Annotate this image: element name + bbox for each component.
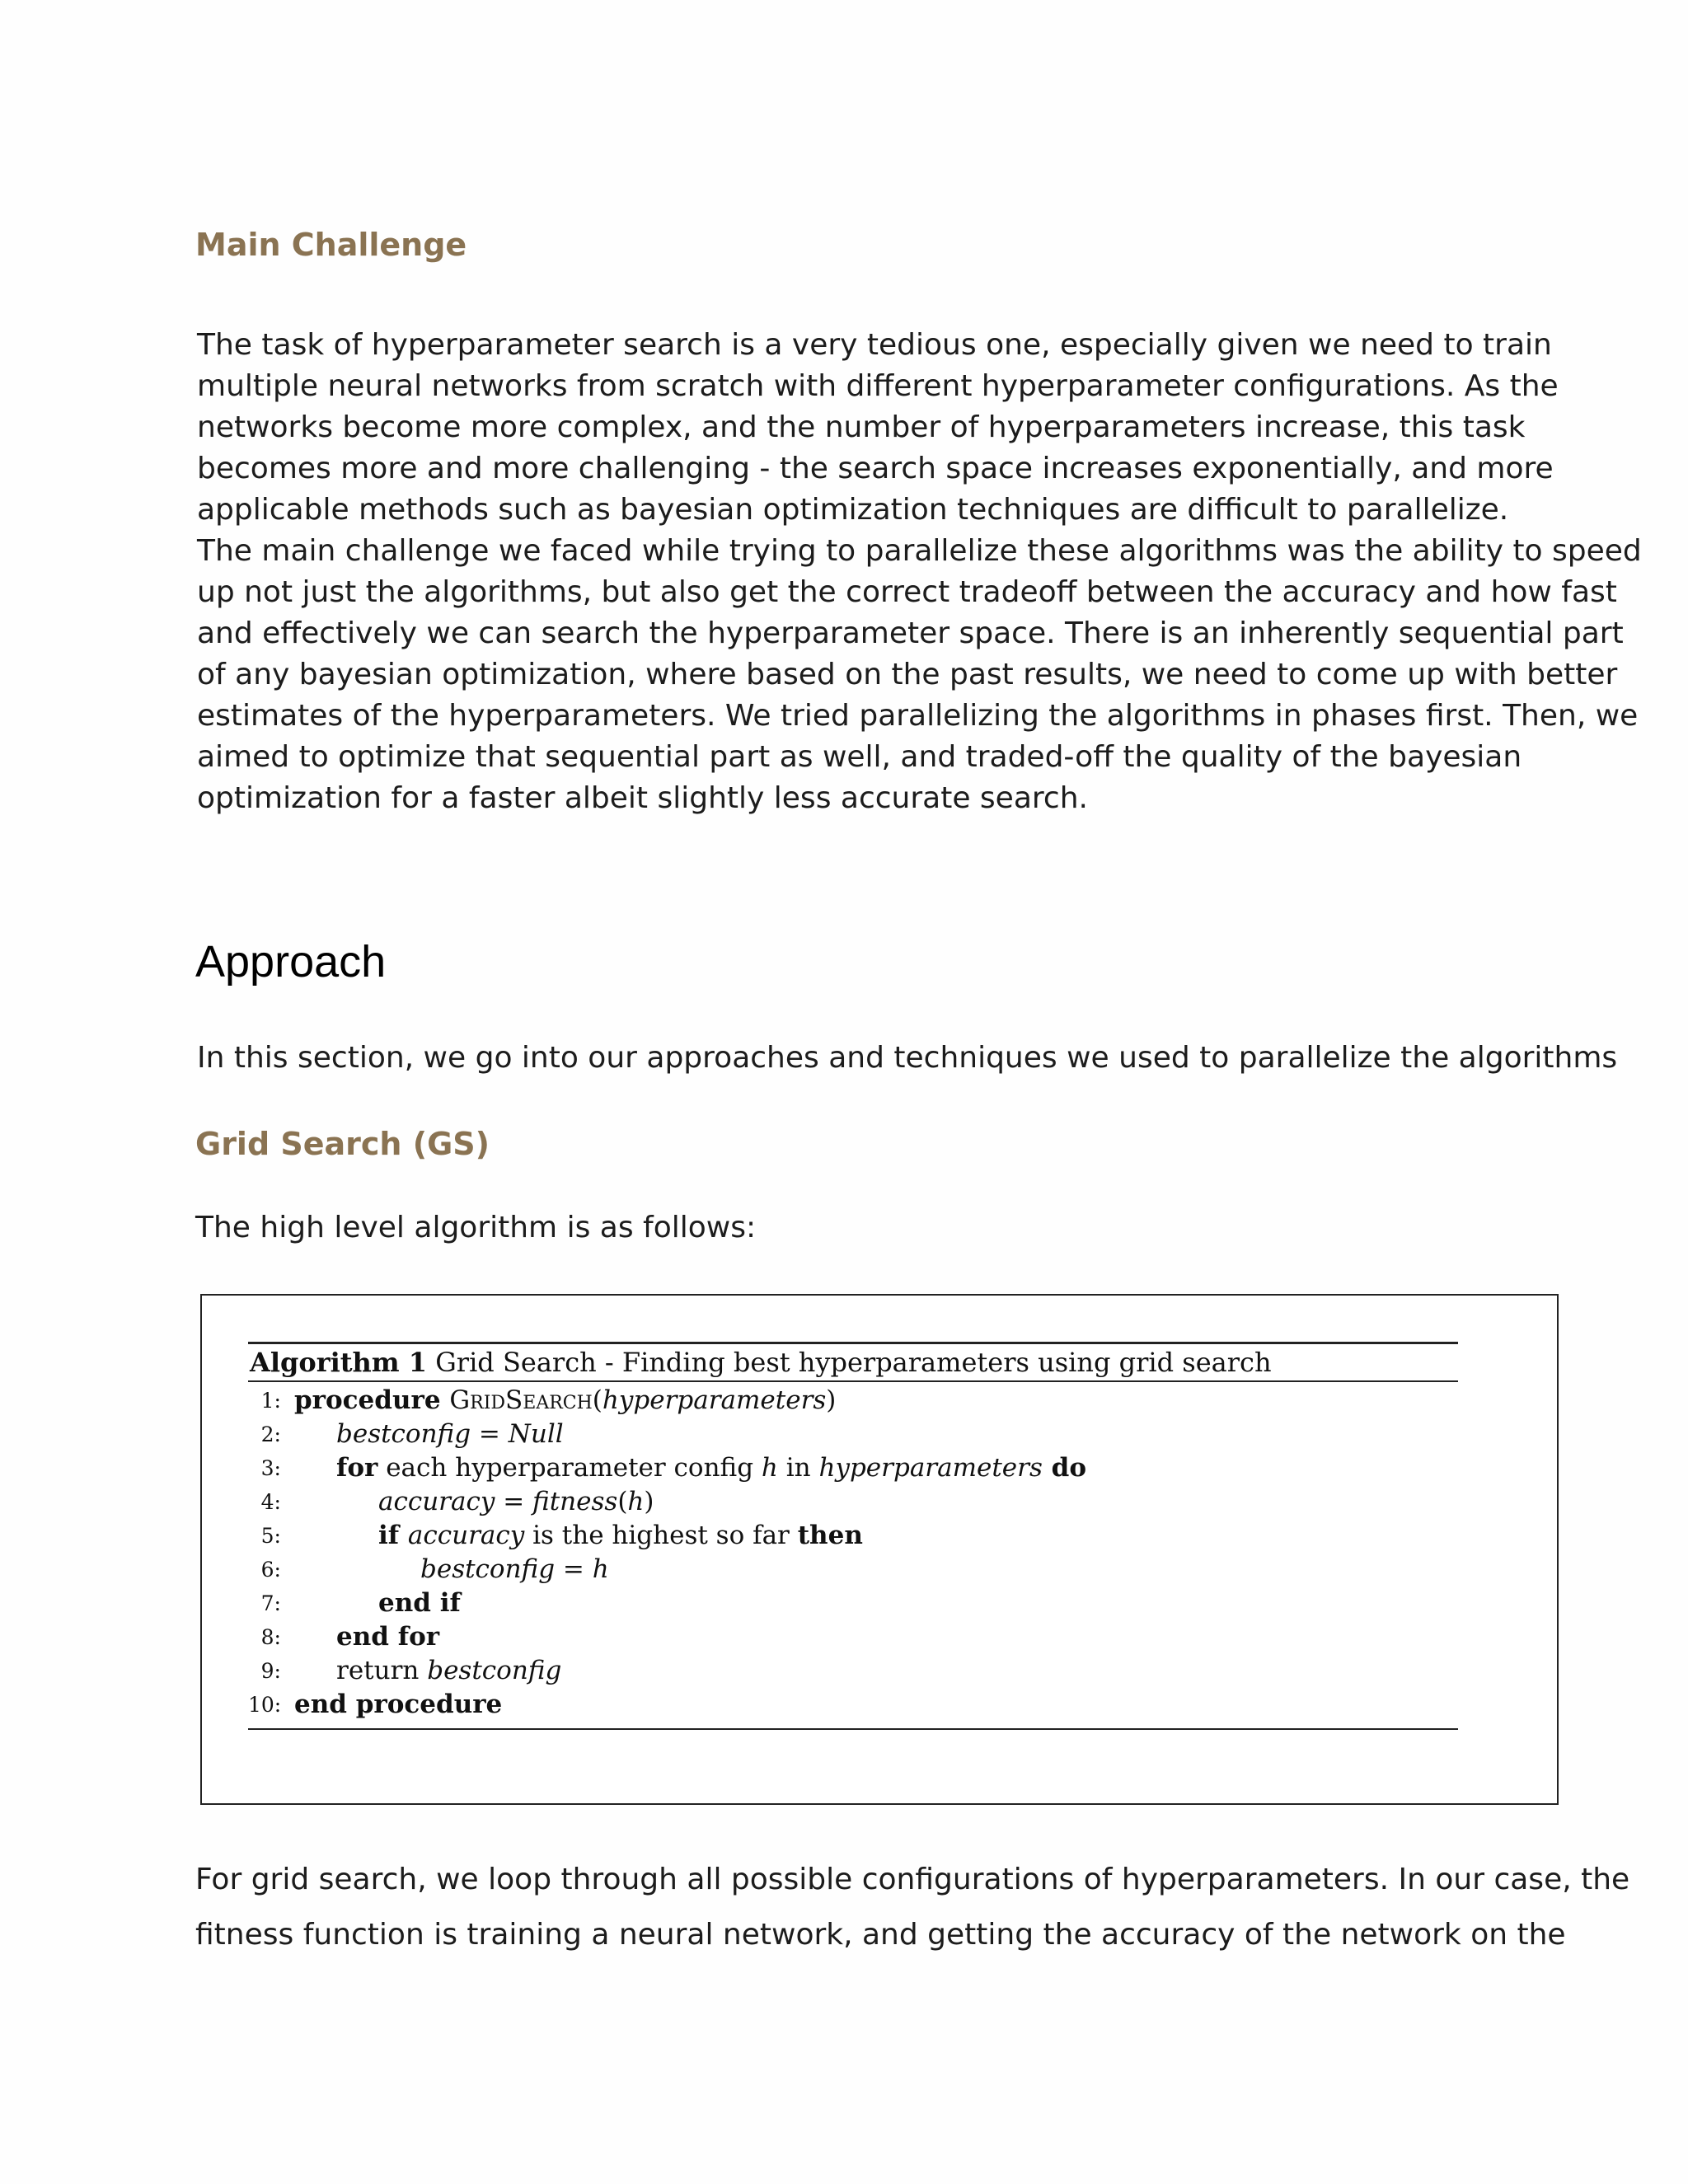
code-token: procedure xyxy=(294,1385,450,1415)
line-number: 5: xyxy=(260,1524,281,1548)
code-token: fitness xyxy=(532,1487,618,1516)
code-token: is the highest so far xyxy=(524,1521,798,1550)
paragraph-line: of any bayesian optimization, where based on the past results, we need to come up with better xyxy=(197,658,1618,691)
code-token: = xyxy=(495,1487,533,1516)
paragraph-line: becomes more and more challenging - the search space increases exponentially, and more xyxy=(197,452,1554,485)
algorithm-line xyxy=(248,1688,1458,1722)
code-token: end procedure xyxy=(294,1690,503,1719)
code-token: bestconfig xyxy=(427,1656,562,1685)
algorithm-label: Algorithm 1 xyxy=(250,1347,428,1378)
paragraph-line: estimates of the hyperparameters. We tried parallelizing the algorithms in phases first. Then, we xyxy=(197,699,1639,733)
paragraph-line: multiple neural networks from scratch with different hyperparameter configurations. As the xyxy=(197,369,1559,403)
paragraph-line: fitness function is training a neural network, and getting the accuracy of the network on the xyxy=(195,1918,1566,1952)
line-code xyxy=(294,1688,502,1722)
algorithm-line xyxy=(248,1654,1458,1688)
main-challenge-heading: Main Challenge xyxy=(195,227,467,263)
paragraph-line: The task of hyperparameter search is a very tedious one, especially given we need to train xyxy=(197,328,1552,362)
algorithm-lines xyxy=(248,1382,1458,1722)
algorithm-caption: Grid Search - Finding best hyperparameters using grid search xyxy=(435,1347,1272,1378)
line-code xyxy=(336,1451,1086,1485)
grid-search-heading: Grid Search (GS) xyxy=(195,1126,490,1162)
algorithm-figure xyxy=(200,1294,1559,1805)
paragraph-line: networks become more complex, and the number of hyperparameters increase, this task xyxy=(197,410,1526,444)
code-token: end for xyxy=(336,1622,440,1652)
paragraph-line: The main challenge we faced while trying to parallelize these algorithms was the ability to speed xyxy=(197,534,1642,568)
algorithm-line xyxy=(248,1620,1458,1654)
code-token: h xyxy=(761,1453,778,1483)
line-code xyxy=(378,1519,863,1553)
code-token: bestconfig xyxy=(420,1554,556,1584)
line-code xyxy=(378,1586,461,1620)
line-number: 7: xyxy=(260,1591,281,1615)
code-token: end if xyxy=(378,1588,461,1618)
main-challenge-paragraph xyxy=(197,325,1642,819)
paragraph-line: optimization for a faster albeit slightly less accurate search. xyxy=(197,781,1088,815)
code-token: bestconfig xyxy=(336,1419,471,1449)
line-number: 8: xyxy=(260,1625,281,1649)
line-code xyxy=(336,1620,439,1654)
code-token: h xyxy=(627,1487,645,1516)
line-code xyxy=(378,1485,654,1519)
code-token: each hyperparameter config xyxy=(377,1453,762,1483)
line-number: 3: xyxy=(260,1456,281,1480)
code-token: ) xyxy=(644,1487,654,1516)
code-token: = xyxy=(471,1419,509,1449)
code-token: return xyxy=(336,1656,428,1685)
code-token: GridSearch xyxy=(449,1385,593,1415)
code-token: in xyxy=(777,1453,819,1483)
grid-search-intro: The high level algorithm is as follows: xyxy=(195,1211,757,1244)
line-number: 4: xyxy=(260,1490,281,1514)
algorithm-line xyxy=(248,1553,1458,1586)
approach-heading: Approach xyxy=(195,937,387,987)
line-code xyxy=(336,1654,561,1688)
code-token: if xyxy=(378,1521,408,1550)
algorithm-line xyxy=(248,1384,1458,1418)
algorithm-block xyxy=(248,1342,1458,1730)
line-code xyxy=(336,1418,564,1451)
algorithm-line xyxy=(248,1418,1458,1451)
grid-search-paragraph xyxy=(195,1852,1629,1962)
line-code xyxy=(294,1384,836,1418)
algorithm-line xyxy=(248,1586,1458,1620)
paragraph-line: For grid search, we loop through all possible configurations of hyperparameters. In our case, the xyxy=(195,1863,1630,1896)
paragraph-line: applicable methods such as bayesian optimization techniques are difficult to parallelize. xyxy=(197,493,1509,527)
line-number: 9: xyxy=(260,1659,281,1683)
algorithm-line xyxy=(248,1519,1458,1553)
code-token: ( xyxy=(617,1487,628,1516)
line-code xyxy=(420,1553,609,1586)
algorithm-bottom-rule xyxy=(248,1728,1458,1730)
code-token: hyperparameters xyxy=(602,1385,827,1415)
code-token: h xyxy=(592,1554,609,1584)
line-number: 2: xyxy=(260,1422,281,1446)
approach-intro: In this section, we go into our approaches and techniques we used to parallelize the algorithms xyxy=(197,1041,1618,1075)
code-token: = xyxy=(555,1554,593,1584)
code-token: then xyxy=(797,1521,863,1550)
code-token: hyperparameters xyxy=(818,1453,1043,1483)
algorithm-line xyxy=(248,1451,1458,1485)
line-number: 10: xyxy=(248,1693,282,1717)
code-token: do xyxy=(1042,1453,1087,1483)
code-token: for xyxy=(336,1453,378,1483)
code-token: ( xyxy=(592,1385,603,1415)
paragraph-line: up not just the algorithms, but also get the correct tradeoff between the accuracy and how fast xyxy=(197,575,1617,609)
paragraph-line: aimed to optimize that sequential part as well, and traded-off the quality of the bayesian xyxy=(197,740,1522,774)
algorithm-title xyxy=(248,1344,1458,1380)
line-number: 1: xyxy=(260,1389,281,1413)
paragraph-line: and effectively we can search the hyperparameter space. There is an inherently sequential part xyxy=(197,616,1624,650)
code-token: accuracy xyxy=(407,1521,525,1550)
code-token: ) xyxy=(826,1385,837,1415)
code-token: Null xyxy=(508,1419,564,1449)
algorithm-line xyxy=(248,1485,1458,1519)
line-number: 6: xyxy=(260,1558,281,1582)
code-token: accuracy xyxy=(378,1487,495,1516)
